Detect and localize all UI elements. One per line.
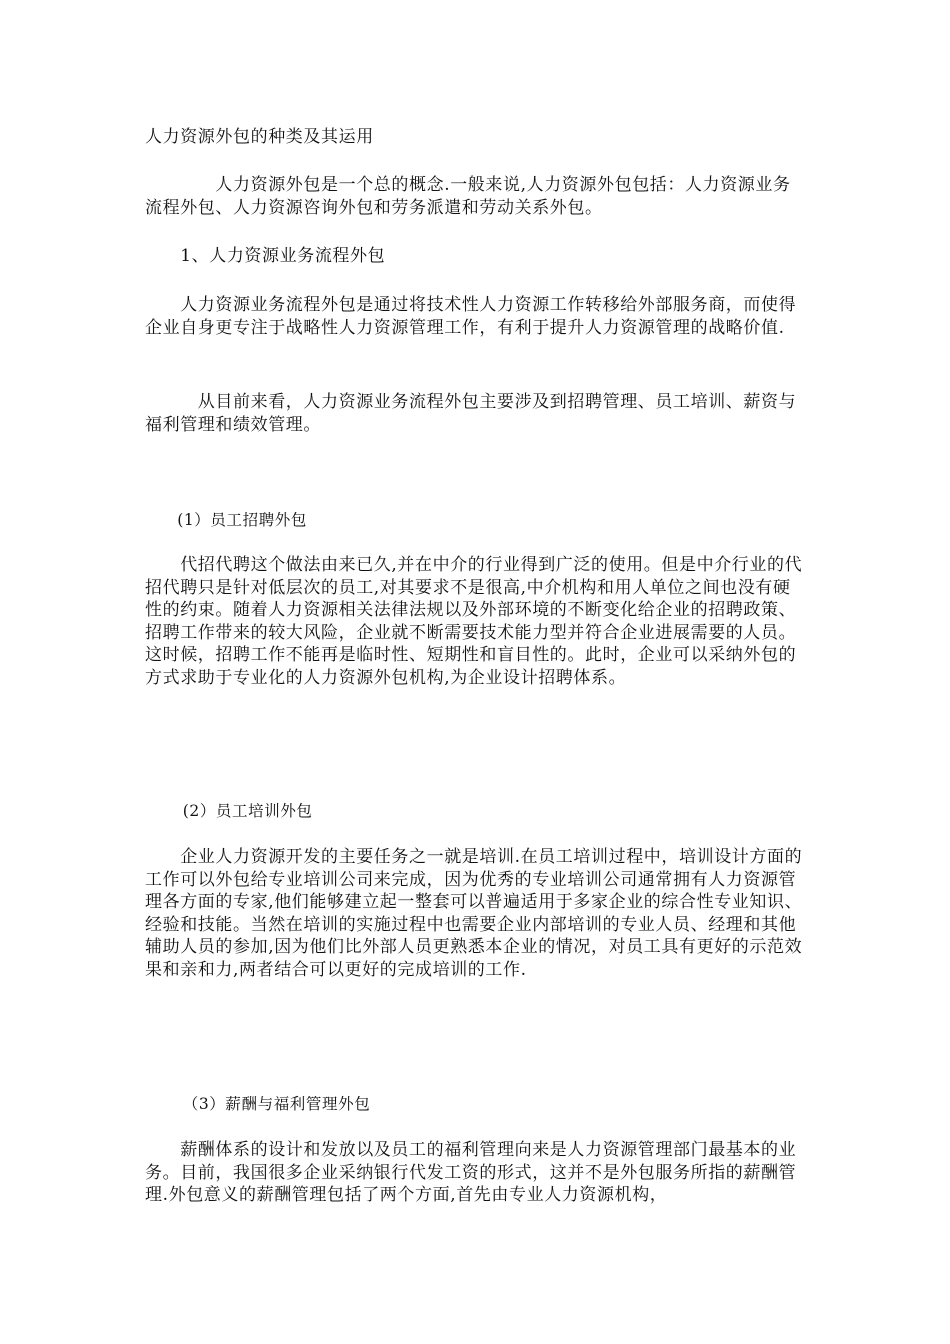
sub1-paragraph: 代招代聘这个做法由来已久,并在中介的行业得到广泛的使用。但是中介行业的代招代聘只是针对低层次的员工,对其要求不是很高,中介机构和用人单位之间也没有硬性的约束。随着人力资源相关法律法规以及外部环境的不断变化给企业的招聘政策、招聘工作带来的较大风险，企业就不断需要技术能力型并符合企业进展需要的人员。这时候，招聘工作不能再是临时性、短期性和盲目性的。此时，企业可以采纳外包的方式求助于专业化的人力资源外包机构,为企业设计招聘体系。	[145, 555, 803, 688]
sub3-heading: （3）薪酬与福利管理外包	[145, 1095, 371, 1113]
sub1-heading: (1）员工招聘外包	[145, 511, 308, 529]
intro-paragraph: 人力资源外包是一个总的概念.一般来说,人力资源外包包括：人力资源业务流程外包、人力资源咨询外包和劳务派遣和劳动关系外包。	[145, 175, 791, 218]
sub2-paragraph: 企业人力资源开发的主要任务之一就是培训.在员工培训过程中，培训设计方面的工作可以外包给专业培训公司来完成，因为优秀的专业培训公司通常拥有人力资源管理各方面的专家,他们能够建立起一整套可以普遍适用于多家企业的综合性专业知识、经验和技能。当然在培训的实施过程中也需要企业内部培训的专业人员、经理和其他辅助人员的参加,因为他们比外部人员更熟悉本企业的情况，对员工具有更好的示范效果和亲和力,两者结合可以更好的完成培训的工作.	[145, 847, 803, 980]
sub3-paragraph: 薪酬体系的设计和发放以及员工的福利管理向来是人力资源管理部门最基本的业务。目前，我国很多企业采纳银行代发工资的形式，这并不是外包服务所指的薪酬管理.外包意义的薪酬管理包括了两个方面,首先由专业人力资源机构，	[145, 1140, 797, 1205]
sub2-heading: (2）员工培训外包	[145, 802, 313, 820]
section1-paragraph-1: 人力资源业务流程外包是通过将技术性人力资源工作转移给外部服务商，而使得企业自身更专注于战略性人力资源管理工作，有利于提升人力资源管理的战略价值.	[145, 295, 797, 338]
section1-paragraph-2: 从目前来看，人力资源业务流程外包主要涉及到招聘管理、员工培训、薪资与福利管理和绩效管理。	[145, 392, 797, 435]
section1-heading: 1、人力资源业务流程外包	[145, 246, 386, 266]
document-title: 人力资源外包的种类及其运用	[145, 127, 374, 147]
